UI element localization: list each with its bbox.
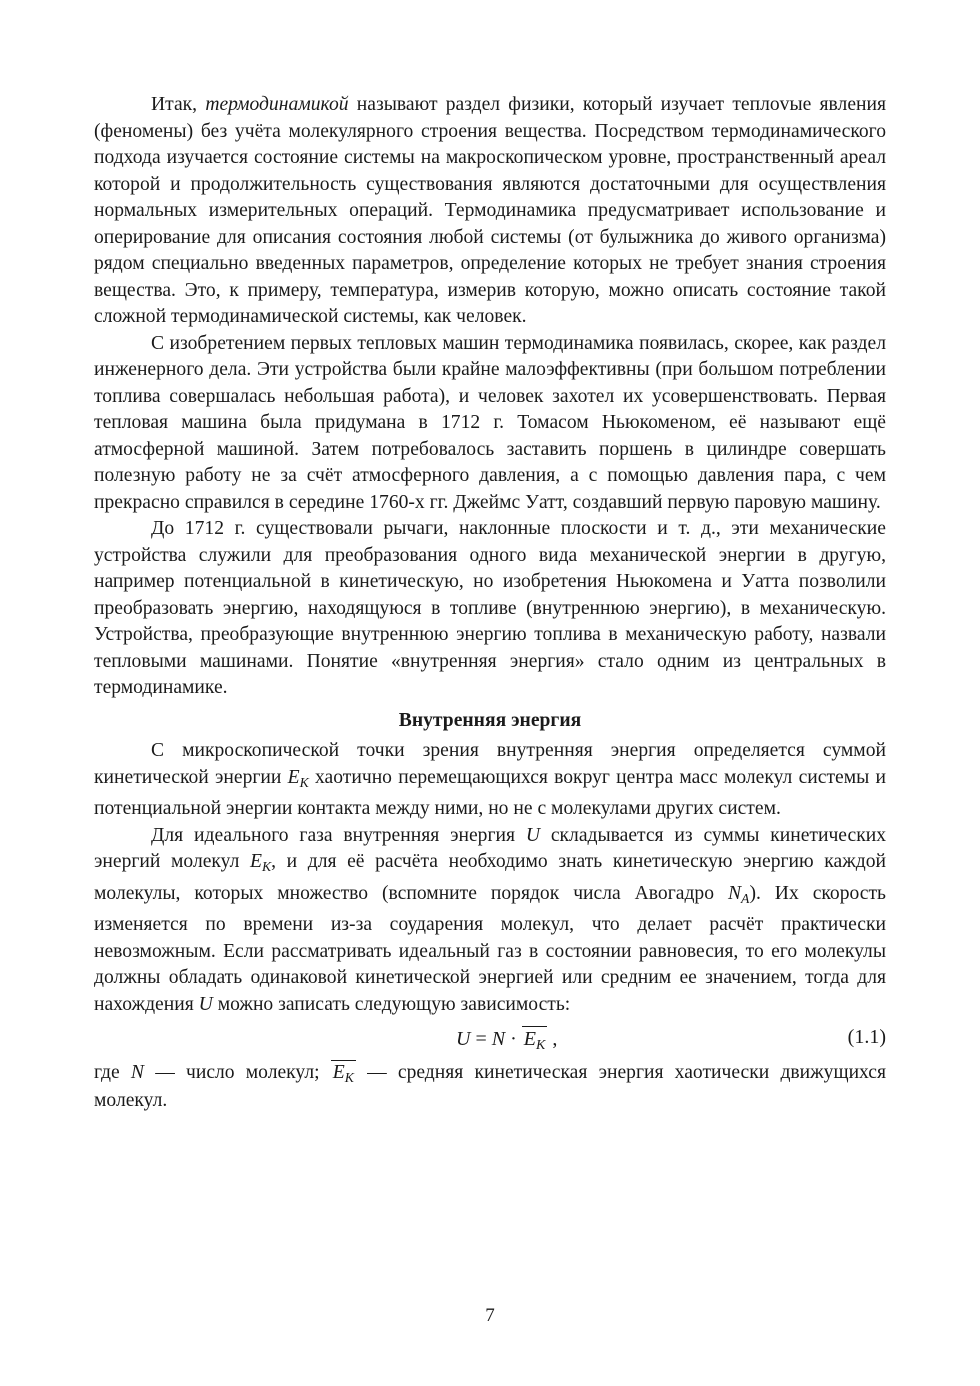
p5-var-e: E [250,851,262,872]
formula-e: E [523,1028,536,1050]
paragraph-mechanical-devices: До 1712 г. существовали рычаги, наклонные плоскости и т. д., эти механические устройства служили для преобразования одного вида механической энергии в другую, например потенциальной в кинетическую, но изобретения Ньюкомена и Уатта позволили преобразовать энергию, находящуюся в топливе (внутреннюю энергию), в механическую. Устройства, преобразующие внутреннюю энергию топлива в механическую работу, назвали тепловыми машинами. Понятие «внутренняя энергия» стало одним из центральных в термодинамике. [94,518,886,698]
formula-mean-ek [522,1026,548,1056]
formula-dot: · [505,1028,522,1050]
p5-text-e: можно записать следующую зависимость: [212,993,571,1015]
section-heading-internal-energy: Внутренняя энергия [398,709,582,731]
p6-var-n: N [130,1062,144,1083]
p5-text-b: складывается из суммы кинетических энергий молекул [94,824,886,872]
p1-rest-text: называют раздел физики, который изучает теплоvые явления (феномены) без учёта молекулярного строения вещества. Посредством термодинамического подхода изучается состояние системы на макроскопическом уровне, пространственный ареал которой и продолжительность существования являются достаточными для осуществления нормальных измерительных операций. Термодинамика предусматривает использование и оперирование для описания состояния любой системы (от булыжника до живого организма) рядом специально введенных параметров, определение которых не требует знания строения вещества. Это, к примеру, температура, измерив которую, можно описать состояние такой сложной термодинамической системы, как человек. [94,94,887,327]
p5-text-c: , и для её расчёта необходимо знать кинетическую энергию каждой молекулы, которых множество (вспомните порядок числа Авогадро [94,851,886,904]
p1-lead-text: Итак, [151,94,206,115]
formula-lhs-u: U [456,1028,471,1050]
p4-text-a: С микроскопической точки зрения внутренняя энергия определяется суммой кинетической энергии [94,740,886,788]
p5-var-u: U [525,824,540,846]
paragraph-thermodynamics-definition [94,92,886,331]
formula-n: N [491,1028,506,1050]
formula-expression [456,1026,557,1056]
paragraph-where-explanation [94,1060,886,1115]
p6-text-a: где [94,1062,131,1083]
formula-comma: , [547,1028,558,1050]
p4-var-e: E [287,766,300,788]
formula-number: (1.1) [847,1026,886,1048]
p5-sub-k: K [261,859,272,874]
p6-mean-ek [331,1060,356,1088]
p5-text-d: ). Их скорость изменяется по времени из-за соударения молекул, что делает расчёт практически невозможным. Если рассматривать идеальный газ в состоянии равновесия, то его молекулы должны обладать одинаковой кинетической энергией или средним ее значением, тогда для нахождения [94,882,886,1015]
p6-text-b: — число молекул; [144,1062,331,1083]
p5-text-a: Для идеального газа внутренняя энергия [151,824,526,846]
p6-e: E [332,1062,345,1083]
p6-sub-k: K [344,1070,354,1085]
p6-text-c: — средняя кинетическая энергия хаотически движущихся молекул. [94,1062,886,1111]
paragraph-ideal-gas [94,823,886,1019]
p4-sub-k: K [299,774,309,790]
paragraph-heat-engines: С изобретением первых тепловых машин термодинамика появилась, скорее, как раздел инженерного дела. Эти устройства были крайне малоэффективны (при большом потреблении топлива совершалась небольшая работа), и человек захотел их усовершенствовать. Первая тепловая машина была придумана в 1712 г. Томасом Ньюкоменом, её называют ещё атмосферной машиной. Затем потребовалось заставить поршень в цилиндре совершать полезную работу не за счёт атмосферного давления, а с помощью давления пара, с чем прекрасно справился в середине 1760-х гг. Джеймс Уатт, создавший первую паровую машину. [94,332,886,513]
formula-equals: = [470,1028,492,1050]
formula-1-1 [94,1020,886,1060]
page-body [94,92,886,1115]
paragraph-microscopic-view [94,738,886,823]
p5-var-u2: U [198,993,213,1015]
formula-sub-k: K [535,1038,546,1053]
page-number: 7 [485,1305,495,1326]
p4-text-b: хаотично перемещающихся вокруг центра масс молекул системы и потенциальной энергии контакта между ними, но не с молекулами других систем. [94,766,886,819]
p5-sub-a: A [741,890,750,906]
p1-term-thermodynamics: термодинамикой [205,94,349,115]
p5-var-n: N [727,882,742,904]
